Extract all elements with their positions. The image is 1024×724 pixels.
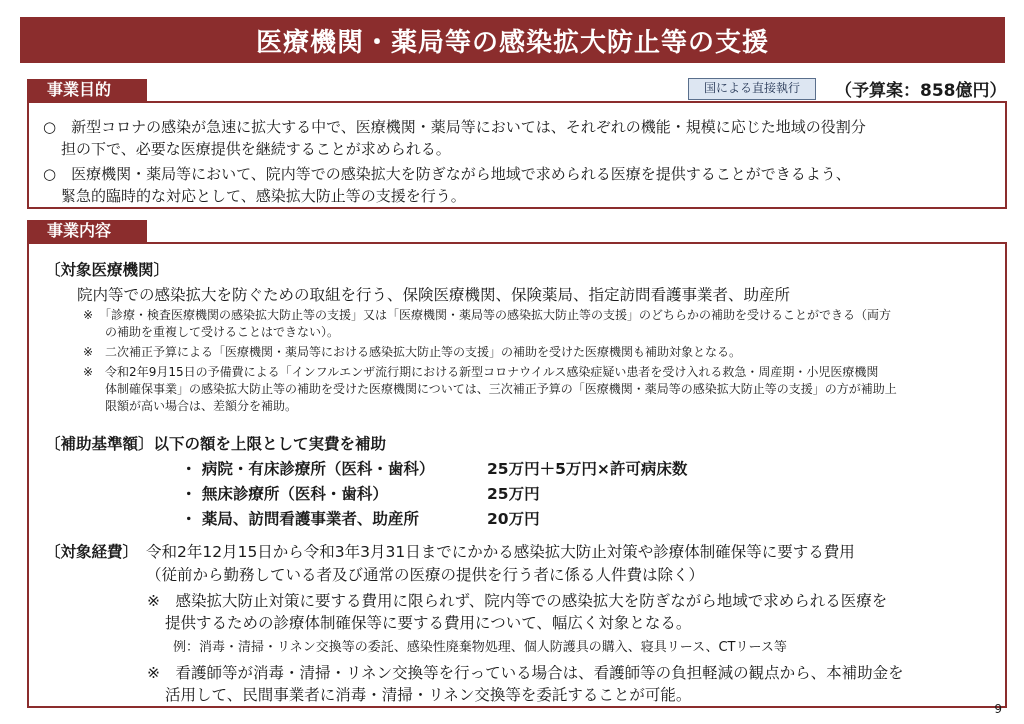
target-note-3-line-1: ※ 令和2年9月15日の予備費による「インフルエンザ流行期における新型コロナウイルス感染症疑い患者を受け入れる救急・周産期・小児医療機関 [83, 365, 879, 379]
cost-example: 例：消毒・清掃・リネン交換等の委託、感染性廃棄物処理、個人防護具の購入、寝具リース、CTリース等 [173, 640, 787, 655]
target-heading: 〔対象医療機関〕 [45, 261, 170, 279]
budget-text: （予算案：858億円） [835, 81, 1007, 101]
page-title: 医療機関・薬局等の感染拡大防止等の支援 [20, 17, 1005, 63]
cost-note-2-line-1: ※ 看護師等が消毒・清掃・リネン交換等を行っている場合は、看護師等の負担軽減の観点から、本補助金を [147, 664, 904, 682]
target-note-1-line-2: の補助を重複して受けることはできない）。 [105, 325, 340, 339]
cost-note-2-line-2: 活用して、民間事業者に消毒・清掃・リネン交換等を委託することが可能。 [165, 686, 692, 704]
target-note-3-line-3: 限額が高い場合は、差額分を補助。 [105, 399, 298, 413]
purpose-box [27, 101, 1007, 209]
section-tab-purpose: 事業目的 [27, 79, 147, 101]
cost-heading: 〔対象経費〕 [45, 543, 139, 561]
cost-line-2: （従前から勤務している者及び通常の医療の提供を行う者に係る人件費は除く） [146, 566, 705, 584]
target-note-3-line-2: 体制確保事業」の感染拡大防止等の補助を受けた医療機関については、三次補正予算の「医療機関・薬局等の感染拡大防止等の支援」の方が補助上 [105, 382, 897, 396]
target-note-2: ※ 二次補正予算による「医療機関・薬局等における感染拡大防止等の支援」の補助を受けた医療機関も補助対象となる。 [83, 345, 742, 359]
target-text: 院内等での感染拡大を防ぐための取組を行う、保険医療機関、保険薬局、指定訪問看護事業者、助産所 [77, 286, 791, 304]
cost-note-1-line-2: 提供するための診療体制確保等に要する費用について、幅広く対象となる。 [165, 614, 692, 632]
subsidy-heading: 〔補助基準額〕以下の額を上限として実費を補助 [45, 435, 387, 453]
subsidy-row-label: ・ 病院・有床診療所（医科・歯科） [181, 460, 435, 478]
purpose-item-1-line-1: ○ 新型コロナの感染が急速に拡大する中で、医療機関・薬局等においては、それぞれの機能・規模に応じた地域の役割分 [43, 118, 866, 136]
subsidy-row-amount: 25万円＋5万円×許可病床数 [487, 460, 688, 478]
subsidy-row-amount: 25万円 [487, 485, 540, 503]
subsidy-row-amount: 20万円 [487, 510, 540, 528]
cost-line-1: 令和2年12月15日から令和3年3月31日までにかかる感染拡大防止対策や診療体制確保等に要する費用 [146, 543, 855, 561]
subsidy-row-label: ・ 無床診療所（医科・歯科） [181, 485, 388, 503]
purpose-item-2-line-1: ○ 医療機関・薬局等において、院内等での感染拡大を防ぎながら地域で求められる医療を提供することができるよう、 [43, 165, 851, 183]
subsidy-row-label: ・ 薬局、訪問看護事業者、助産所 [181, 510, 419, 528]
purpose-item-1-line-2: 担の下で、必要な医療提供を継続することが求められる。 [61, 140, 451, 158]
content-box [27, 242, 1007, 708]
section-tab-content: 事業内容 [27, 220, 147, 242]
direct-execution-badge: 国による直接執行 [688, 78, 816, 100]
purpose-item-2-line-2: 緊急的臨時的な対応として、感染拡大防止等の支援を行う。 [61, 187, 466, 205]
target-note-1-line-1: ※ 「診療・検査医療機関の感染拡大防止等の支援」又は「医療機関・薬局等の感染拡大防止等の支援」のどちらかの補助を受けることができる（両方 [83, 308, 892, 322]
cost-note-1-line-1: ※ 感染拡大防止対策に要する費用に限られず、院内等での感染拡大を防ぎながら地域で求められる医療を [147, 592, 888, 610]
page-number: 9 [994, 702, 1002, 716]
